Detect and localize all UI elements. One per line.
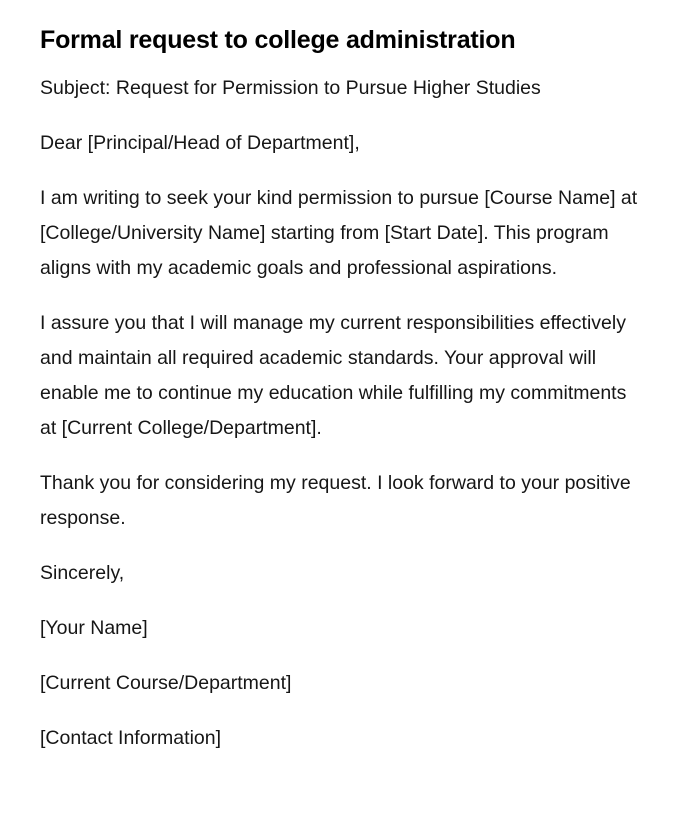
letter-closing: Sincerely, — [40, 562, 125, 584]
letter-body-paragraph-2: I assure you that I will manage my current responsibilities effectively and maintain all required academic standards. Your approval will enable me to continue my education while fulfilling my commitments at [Current College/Department]. — [40, 312, 627, 439]
letter-salutation: Dear [Principal/Head of Department], — [40, 132, 360, 154]
signature-contact: [Contact Information] — [40, 727, 222, 749]
signature-course: [Current Course/Department] — [40, 672, 292, 694]
letter-body-paragraph-3: Thank you for considering my request. I look forward to your positive response. — [40, 472, 631, 529]
letter-body-paragraph-1: I am writing to seek your kind permission to pursue [Course Name] at [College/University Name] starting from [Start Date]. This program aligns with my academic goals and professional aspirations. — [40, 187, 638, 279]
letter-title: Formal request to college administration — [40, 26, 516, 54]
signature-name: [Your Name] — [40, 617, 148, 639]
letter-subject: Subject: Request for Permission to Pursue Higher Studies — [40, 77, 541, 99]
